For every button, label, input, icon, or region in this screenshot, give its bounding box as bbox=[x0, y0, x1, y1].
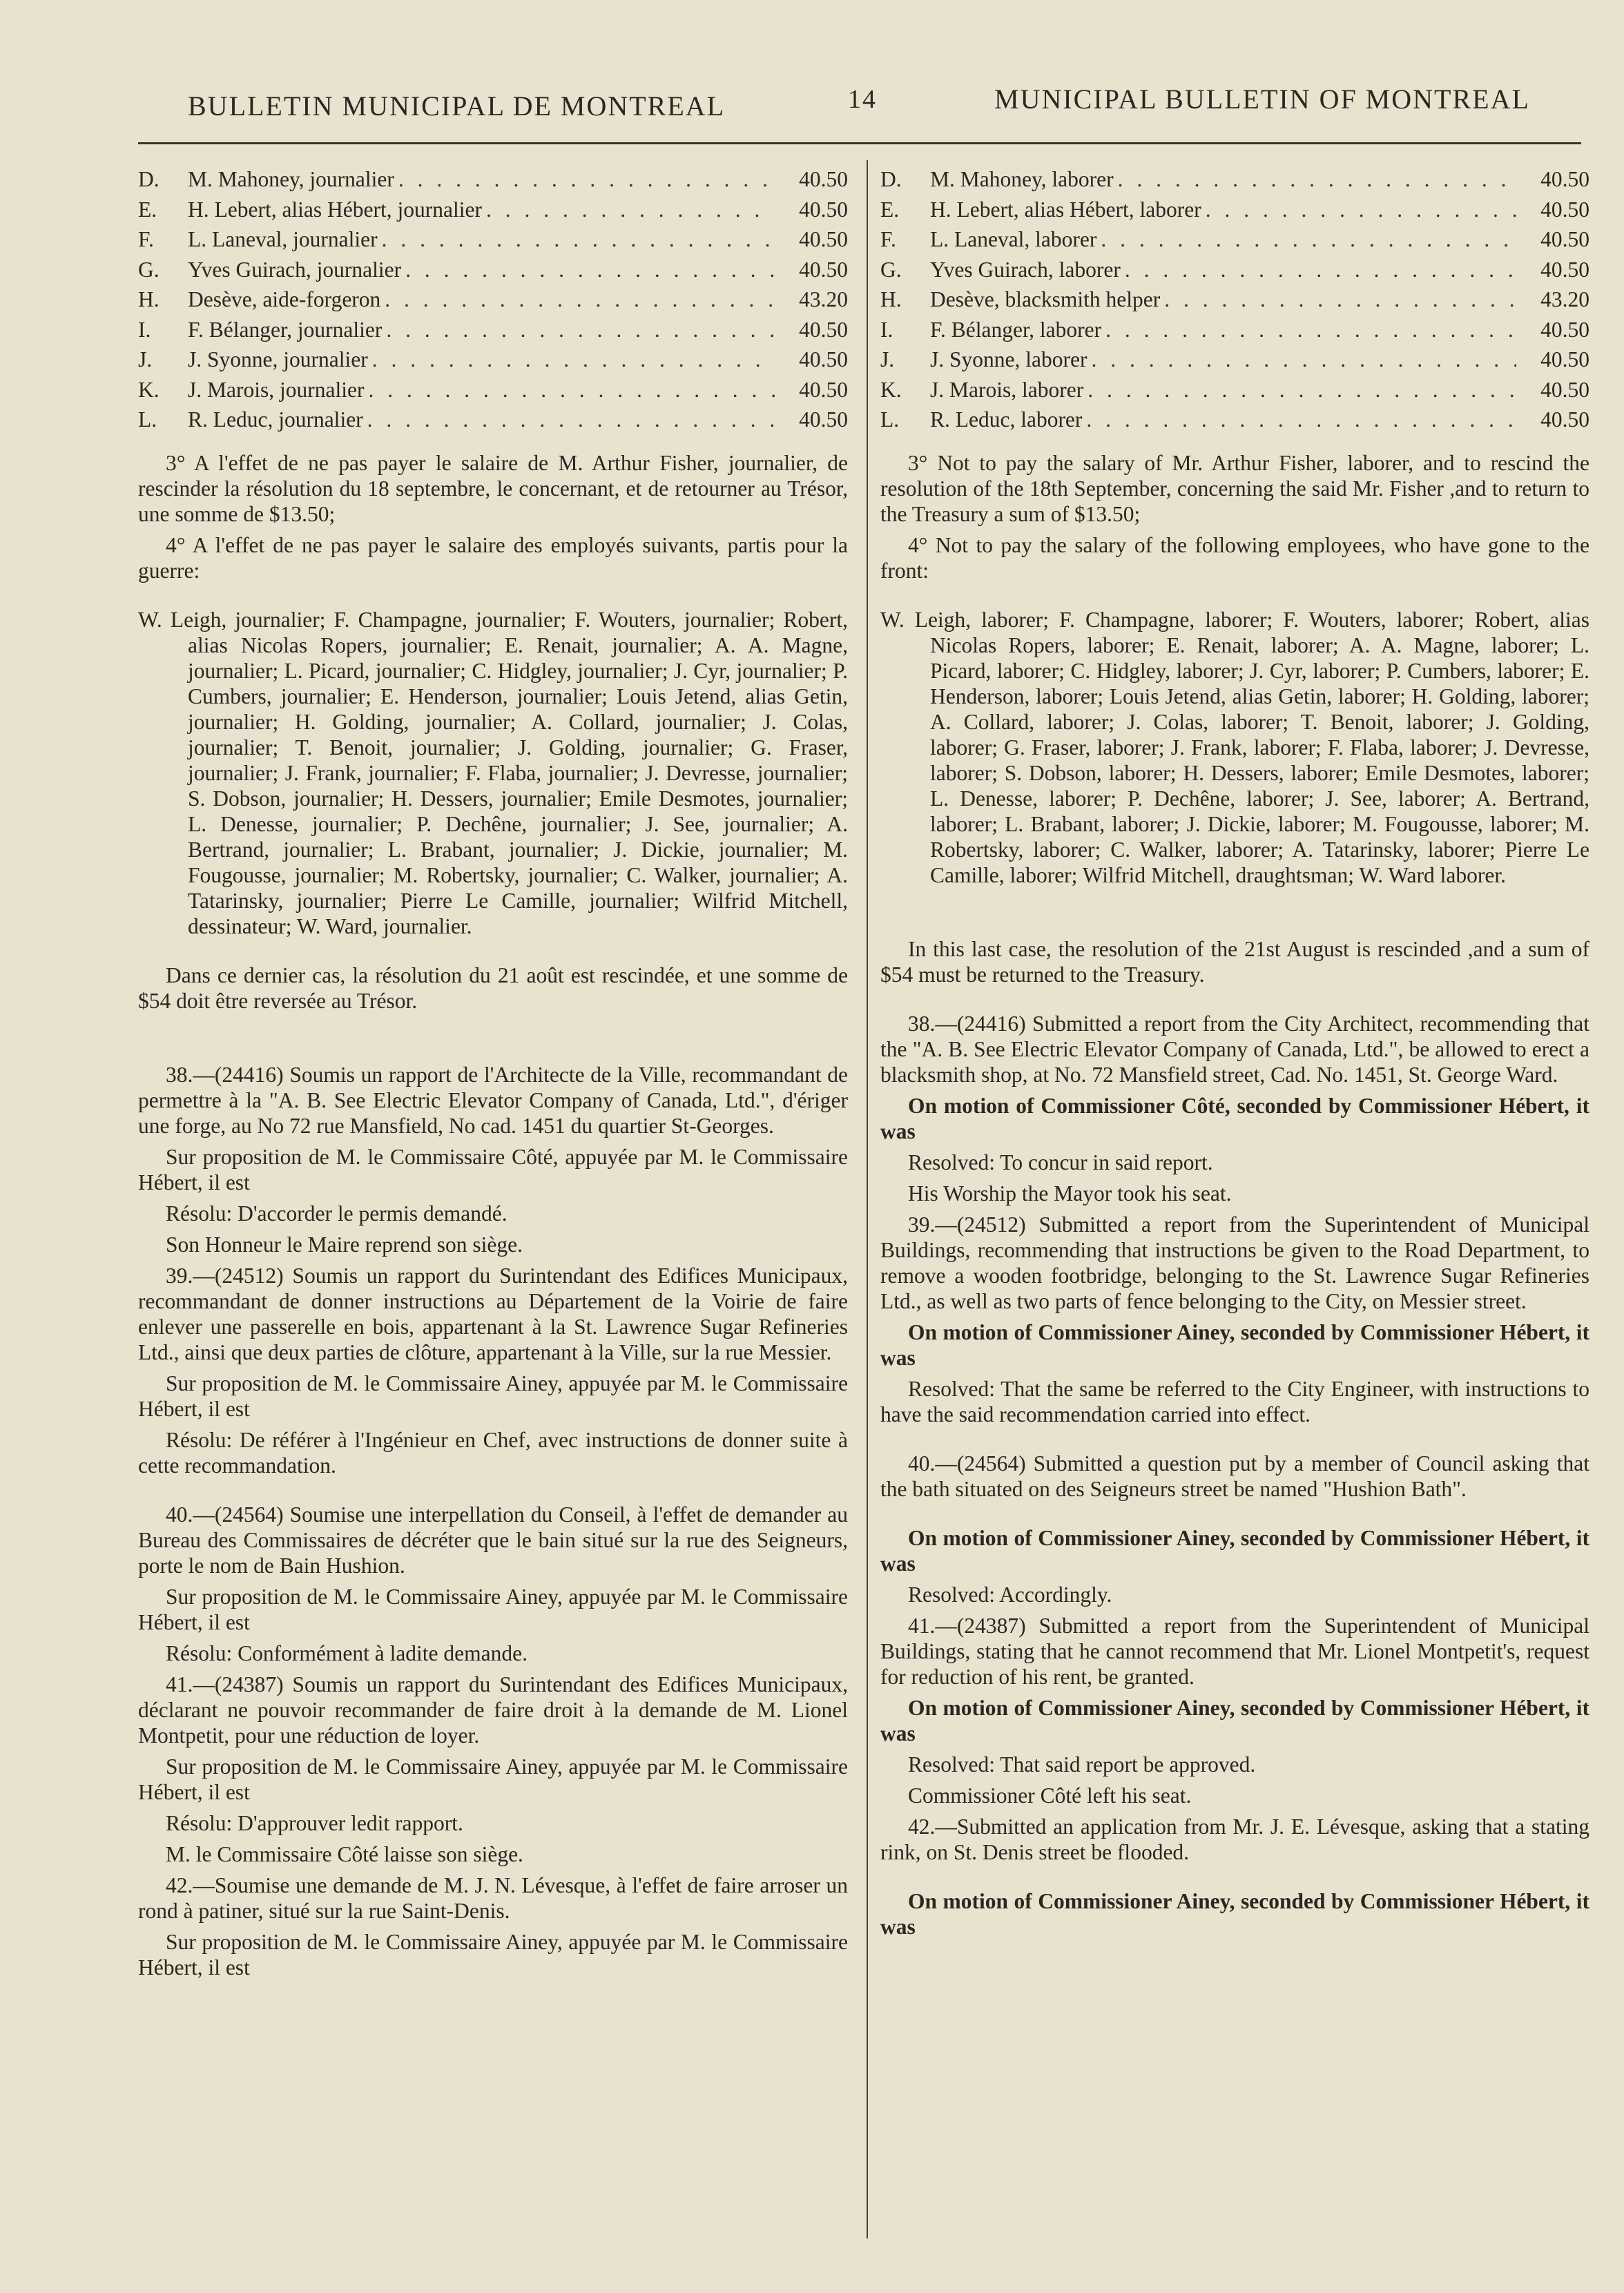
roster-amount: 40.50 bbox=[1540, 407, 1589, 432]
column-divider bbox=[867, 160, 868, 2238]
roster-amount: 43.20 bbox=[799, 287, 848, 311]
roster-amount: 40.50 bbox=[799, 407, 848, 432]
roster-row bbox=[138, 345, 848, 375]
roster-row bbox=[880, 164, 1589, 195]
paragraph-employee-names: W. Leigh, laborer; F. Champagne, laborer; F. Wouters, laborer; Robert, alias Nicolas Ropers, laborer; E. Renait, laborer; A. A. Magne, laborer; L. Picard, laborer; C. Hidgley, laborer; J. Cyr, laborer; P. Cumbers, laborer; E. Henderson, laborer; Louis Jetend, alias Getin, laborer; H. Golding, laborer; A. Collard, laborer; J. Colas, laborer; T. Benoit, laborer; J. Golding, laborer; G. Fraser, laborer; J. Frank, laborer; F. Flaba, laborer; J. Devresse, laborer; S. Dobson, laborer; H. Dessers, laborer; Emile Desmotes, laborer; L. Denesse, laborer; P. Dechêne, laborer; J. See, laborer; A. Bertrand, laborer; L. Brabant, laborer; J. Dickie, laborer; M. Fougousse, laborer; M. Robertsky, laborer; C. Walker, laborer; A. Tatarinsky, laborer; Pierre Le Camille, laborer; Wilfrid Mitchell, draughtsman; W. Ward laborer. bbox=[880, 607, 1589, 887]
roster-letter: G. bbox=[880, 257, 902, 282]
leader-dots bbox=[1206, 195, 1516, 225]
salary-roster-english bbox=[880, 164, 1589, 435]
roster-letter: K. bbox=[880, 377, 902, 402]
english-column bbox=[880, 164, 1589, 1945]
french-column bbox=[138, 164, 848, 1986]
roster-amount: 40.50 bbox=[1540, 347, 1589, 371]
roster-row bbox=[138, 375, 848, 405]
item-42-motion: On motion of Commissioner Ainey, seconded by Commissioner Hébert, it was bbox=[880, 1888, 1589, 1939]
leader-dots bbox=[386, 315, 775, 345]
item-40-text: 40.—(24564) Soumise une interpellation du Conseil, à l'effet de demander au Bureau des Commissaires de décréter que le bain situé sur la rue des Seigneurs, porte le nom de Bain Hushion. bbox=[138, 1502, 848, 1578]
roster-row bbox=[880, 224, 1589, 255]
item-38-motion: On motion of Commissioner Côté, seconded by Commissioner Hébert, it was bbox=[880, 1093, 1589, 1143]
leader-dots bbox=[1086, 405, 1516, 435]
roster-amount: 40.50 bbox=[799, 167, 848, 191]
leader-dots bbox=[385, 284, 775, 315]
paragraph-front: 4° Not to pay the salary of the following employees, who have gone to the front: bbox=[880, 532, 1589, 583]
roster-name: L. Laneval, journalier bbox=[188, 227, 378, 251]
roster-row bbox=[880, 284, 1589, 315]
roster-name: R. Leduc, journalier bbox=[188, 407, 363, 432]
roster-letter: E. bbox=[880, 197, 900, 222]
item-39-text: 39.—(24512) Soumis un rapport du Surintendant des Edifices Municipaux, recommandant de donner instructions au Département de la Voirie de faire enlever une passerelle en bois, appartenant à la St. Lawrence Sugar Refineries Ltd., ainsi que deux parties de clôture, appartenant à la Ville, sur la rue Messier. bbox=[138, 1263, 848, 1364]
item-41-resolved: Résolu: D'approuver ledit rapport. bbox=[166, 1810, 463, 1835]
roster-name: J. Marois, laborer bbox=[930, 377, 1084, 402]
leader-dots bbox=[1105, 315, 1516, 345]
item-39-resolved: Resolved: That the same be referred to the City Engineer, with instructions to have the said recommendation carried into effect. bbox=[880, 1376, 1589, 1426]
roster-letter: I. bbox=[880, 317, 893, 342]
roster-letter: J. bbox=[138, 347, 153, 371]
item-41-motion: On motion of Commissioner Ainey, seconded by Commissioner Hébert, it was bbox=[880, 1695, 1589, 1745]
roster-row bbox=[880, 195, 1589, 225]
item-38-motion: Sur proposition de M. le Commissaire Côté, appuyée par M. le Commissaire Hébert, il est bbox=[138, 1144, 848, 1194]
item-38-note: His Worship the Mayor took his seat. bbox=[908, 1181, 1232, 1206]
item-38-text: 38.—(24416) Submitted a report from the City Architect, recommending that the "A. B. See Electric Elevator Company of Canada, Ltd.", be allowed to erect a blacksmith shop, at No. 72 Mansfield street, Cad. No. 1451, St. George Ward. bbox=[880, 1011, 1589, 1087]
leader-dots bbox=[1101, 224, 1516, 255]
roster-letter: D. bbox=[138, 167, 160, 191]
roster-name: J. Marois, journalier bbox=[188, 377, 365, 402]
roster-amount: 40.50 bbox=[1540, 377, 1589, 402]
leader-dots bbox=[372, 345, 775, 375]
item-41-text: 41.—(24387) Soumis un rapport du Surintendant des Edifices Municipaux, déclarant ne pouvoir recommander de faire droit à la demande de M. Lionel Montpetit, pour une réduction de loyer. bbox=[138, 1672, 848, 1748]
paragraph-front: 4° A l'effet de ne pas payer le salaire des employés suivants, partis pour la guerre: bbox=[138, 532, 848, 583]
roster-amount: 40.50 bbox=[799, 197, 848, 222]
item-38-resolved: Resolved: To concur in said report. bbox=[908, 1150, 1213, 1174]
item-39-motion: On motion of Commissioner Ainey, seconded by Commissioner Hébert, it was bbox=[880, 1319, 1589, 1370]
roster-amount: 43.20 bbox=[1540, 287, 1589, 311]
header-rule bbox=[138, 142, 1581, 144]
roster-amount: 40.50 bbox=[1540, 167, 1589, 191]
item-39-resolved: Résolu: De référer à l'Ingénieur en Chef, avec instructions de donner suite à cette recommandation. bbox=[138, 1427, 848, 1478]
roster-letter: I. bbox=[138, 317, 151, 342]
roster-amount: 40.50 bbox=[799, 317, 848, 342]
item-41-note: Commissioner Côté left his seat. bbox=[908, 1783, 1192, 1808]
header-title-english: MUNICIPAL BULLETIN OF MONTREAL bbox=[994, 84, 1530, 115]
item-41-note: M. le Commissaire Côté laisse son siège. bbox=[166, 1841, 523, 1866]
roster-letter: G. bbox=[138, 257, 160, 282]
item-42-motion: Sur proposition de M. le Commissaire Ainey, appuyée par M. le Commissaire Hébert, il est bbox=[138, 1929, 848, 1980]
item-39-motion: Sur proposition de M. le Commissaire Ainey, appuyée par M. le Commissaire Hébert, il est bbox=[138, 1371, 848, 1421]
roster-row bbox=[138, 224, 848, 255]
roster-name: M. Mahoney, laborer bbox=[930, 167, 1114, 191]
roster-amount: 40.50 bbox=[799, 377, 848, 402]
roster-name: Desève, aide-forgeron bbox=[188, 287, 381, 311]
leader-dots bbox=[1118, 164, 1516, 195]
roster-letter: D. bbox=[880, 167, 902, 191]
roster-amount: 40.50 bbox=[1540, 227, 1589, 251]
paragraph-fisher: 3° A l'effet de ne pas payer le salaire de M. Arthur Fisher, journalier, de rescinder la résolution du 18 septembre, le concernant, et de retourner au Trésor, une somme de $13.50; bbox=[138, 450, 848, 526]
item-40-resolved: Resolved: Accordingly. bbox=[908, 1582, 1112, 1607]
roster-row bbox=[138, 405, 848, 435]
roster-amount: 40.50 bbox=[1540, 197, 1589, 222]
roster-row bbox=[138, 195, 848, 225]
paragraph-employee-names: W. Leigh, journalier; F. Champagne, journalier; F. Wouters, journalier; Robert, alias Nicolas Ropers, journalier; E. Renait, journalier; A. A. Magne, journalier; L. Picard, journalier; C. Hidgley, journalier; J. Cyr, journalier; P. Cumbers, journalier; E. Henderson, journalier; Louis Jetend, alias Getin, journalier; H. Golding, journalier; A. Collard, journalier; J. Colas, journalier; T. Benoit, journalier; J. Golding, journalier; G. Fraser, journalier; J. Frank, journalier; F. Flaba, journalier; J. Devresse, journalier; S. Dobson, journalier; H. Dessers, journalier; Emile Desmotes, journalier; L. Denesse, journalier; P. Dechêne, journalier; J. See, journalier; A. Bertrand, journalier; L. Brabant, journalier; J. Dickie, journalier; M. Fougousse, journalier; M. Robertsky, journalier; C. Walker, journalier; A. Tatarinsky, journalier; Pierre Le Camille, journalier; Wilfrid Mitchell, dessinateur; W. Ward, journalier. bbox=[138, 607, 848, 938]
item-40-motion: Sur proposition de M. le Commissaire Ainey, appuyée par M. le Commissaire Hébert, il est bbox=[138, 1584, 848, 1634]
roster-row bbox=[880, 405, 1589, 435]
leader-dots bbox=[1091, 345, 1516, 375]
item-41-motion: Sur proposition de M. le Commissaire Ainey, appuyée par M. le Commissaire Hébert, il est bbox=[138, 1754, 848, 1804]
leader-dots bbox=[398, 164, 775, 195]
item-41-text: 41.—(24387) Submitted a report from the Superintendent of Municipal Buildings, stating that he cannot recommend that Mr. Lionel Montpetit's, request for reduction of his rent, be granted. bbox=[880, 1613, 1589, 1689]
item-39-text: 39.—(24512) Submitted a report from the Superintendent of Municipal Buildings, recommending that instructions be given to the Road Department, to remove a wooden footbridge, belonging to the St. Lawrence Sugar Refineries Ltd., as well as two parts of fence belonging to the City, on Messier street. bbox=[880, 1212, 1589, 1313]
roster-row bbox=[880, 345, 1589, 375]
item-40-motion: On motion of Commissioner Ainey, seconded by Commissioner Hébert, it was bbox=[880, 1525, 1589, 1576]
leader-dots bbox=[486, 195, 775, 225]
roster-letter: H. bbox=[880, 287, 902, 311]
roster-letter: L. bbox=[880, 407, 900, 432]
roster-name: H. Lebert, alias Hébert, laborer bbox=[930, 197, 1201, 222]
roster-letter: F. bbox=[880, 227, 896, 251]
leader-dots bbox=[382, 224, 775, 255]
leader-dots bbox=[405, 255, 775, 285]
roster-row bbox=[880, 255, 1589, 285]
roster-row bbox=[138, 284, 848, 315]
paragraph-last-case: Dans ce dernier cas, la résolution du 21 août est rescindée, et une somme de $54 doit être reversée au Trésor. bbox=[138, 962, 848, 1013]
item-38-text: 38.—(24416) Soumis un rapport de l'Architecte de la Ville, recommandant de permettre à la "A. B. See Electric Elevator Company of Canada, Ltd.", d'ériger une forge, au No 72 rue Mansfield, No cad. 1451 du quartier St-Georges. bbox=[138, 1062, 848, 1138]
roster-row bbox=[138, 255, 848, 285]
roster-letter: L. bbox=[138, 407, 157, 432]
paragraph-last-case: In this last case, the resolution of the 21st August is rescinded ,and a sum of $54 must be returned to the Treasury. bbox=[880, 936, 1589, 987]
roster-name: L. Laneval, laborer bbox=[930, 227, 1097, 251]
roster-name: J. Syonne, journalier bbox=[188, 347, 368, 371]
roster-row bbox=[880, 375, 1589, 405]
roster-row bbox=[138, 164, 848, 195]
roster-name: Desève, blacksmith helper bbox=[930, 287, 1161, 311]
leader-dots bbox=[1088, 375, 1516, 405]
roster-row bbox=[138, 315, 848, 345]
item-42-text: 42.—Submitted an application from Mr. J. E. Lévesque, asking that a stating rink, on St. Denis street be flooded. bbox=[880, 1814, 1589, 1864]
item-41-resolved: Resolved: That said report be approved. bbox=[908, 1752, 1256, 1777]
item-40-resolved: Résolu: Conformément à ladite demande. bbox=[166, 1641, 528, 1665]
roster-amount: 40.50 bbox=[799, 227, 848, 251]
item-38-resolved: Résolu: D'accorder le permis demandé. bbox=[166, 1201, 508, 1226]
item-38-note: Son Honneur le Maire reprend son siège. bbox=[166, 1232, 523, 1257]
roster-name: J. Syonne, laborer bbox=[930, 347, 1088, 371]
roster-amount: 40.50 bbox=[1540, 317, 1589, 342]
salary-roster-french bbox=[138, 164, 848, 435]
roster-amount: 40.50 bbox=[799, 347, 848, 371]
page-number: 14 bbox=[848, 85, 877, 114]
leader-dots bbox=[367, 405, 775, 435]
roster-letter: E. bbox=[138, 197, 157, 222]
item-40-text: 40.—(24564) Submitted a question put by a member of Council asking that the bath situated on des Seigneurs street be named "Hushion Bath". bbox=[880, 1451, 1589, 1501]
roster-name: R. Leduc, laborer bbox=[930, 407, 1083, 432]
roster-name: Yves Guirach, journalier bbox=[188, 257, 402, 282]
paragraph-fisher: 3° Not to pay the salary of Mr. Arthur Fisher, laborer, and to rescind the resolution of the 18th September, concerning the said Mr. Fisher ,and to return to the Treasury a sum of $13.50; bbox=[880, 450, 1589, 526]
roster-name: F. Bélanger, laborer bbox=[930, 317, 1102, 342]
roster-letter: F. bbox=[138, 227, 154, 251]
item-42-text: 42.—Soumise une demande de M. J. N. Lévesque, à l'effet de faire arroser un rond à patiner, situé sur la rue Saint-Denis. bbox=[138, 1873, 848, 1923]
roster-amount: 40.50 bbox=[1540, 257, 1589, 282]
leader-dots bbox=[1164, 284, 1516, 315]
leader-dots bbox=[368, 375, 775, 405]
roster-letter: K. bbox=[138, 377, 160, 402]
roster-name: F. Bélanger, journalier bbox=[188, 317, 383, 342]
page-header bbox=[0, 77, 1624, 126]
roster-name: H. Lebert, alias Hébert, journalier bbox=[188, 197, 482, 222]
roster-letter: J. bbox=[880, 347, 895, 371]
roster-amount: 40.50 bbox=[799, 257, 848, 282]
roster-name: Yves Guirach, laborer bbox=[930, 257, 1121, 282]
roster-name: M. Mahoney, journalier bbox=[188, 167, 394, 191]
leader-dots bbox=[1125, 255, 1516, 285]
header-title-french: BULLETIN MUNICIPAL DE MONTREAL bbox=[188, 90, 726, 122]
roster-row bbox=[880, 315, 1589, 345]
roster-letter: H. bbox=[138, 287, 160, 311]
